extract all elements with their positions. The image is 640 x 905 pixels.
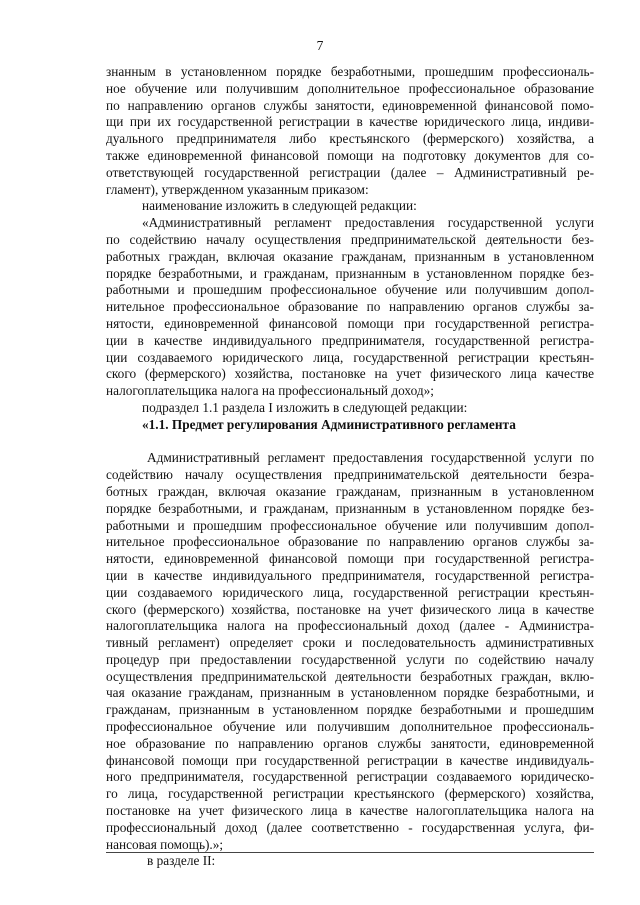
text-line: чая оказание гражданам, признанным в установленном порядке безработными, и <box>106 685 594 701</box>
text-line: тивный регламент) определяет сроки и последовательность административных <box>106 635 594 651</box>
text-line: дуального предпринимателя либо крестьянского (фермерского) хозяйства, а <box>106 131 594 147</box>
instruction-section-two: в разделе II: <box>147 853 216 869</box>
text-line: ное обучение или получившим дополнительное профессиональное образование <box>106 80 594 96</box>
text-line: ского (фермерского) хозяйства, постановке на учет физического лица качестве <box>106 366 594 382</box>
text-line: работных граждан, включая оказание гражданам, признанным в установленном <box>106 248 594 264</box>
text-line: знанным в установленном порядке безработными, прошедшим профессиональ- <box>106 64 594 79</box>
paragraph-continuation <box>106 64 594 198</box>
text-line: финансовой помощи при государственной регистрации в качестве индивидуаль- <box>106 752 594 768</box>
section-heading: «1.1. Предмет регулирования Административного регламента <box>142 416 516 432</box>
text-line: гражданам, признанным в установленном порядке безработными и прошедшим <box>106 702 594 718</box>
text-line: профессиональный доход (далее соответственно - государственная услуга, фи- <box>106 819 594 835</box>
text-line: ответствующей государственной регистрации (далее – Административный ре- <box>106 164 594 180</box>
text-line: ции создаваемого юридического лица, государственной регистрации крестьян- <box>106 349 594 365</box>
text-line: ского (фермерского) хозяйства, постановке на учет физического лица в качестве <box>106 601 594 617</box>
text-line: по содействию началу осуществления предпринимательской деятельности без- <box>106 231 594 247</box>
page-number: 7 <box>316 38 324 53</box>
text-line: налогоплательщика налога на профессиональный доход»; <box>106 383 434 399</box>
text-line: работными и прошедшим профессиональное обучение или получившим допол- <box>106 517 594 533</box>
text-line: ное образование по направлению органов службы занятости, единовременной <box>106 735 594 751</box>
blank-line <box>106 434 594 451</box>
paragraph-subject <box>106 450 594 853</box>
text-line: нятости, единовременной финансовой помощи при государственной регистра- <box>106 551 594 567</box>
text-line: нятости, единовременной финансовой помощи при государственной регистра- <box>106 315 594 331</box>
text-line: ного предпринимателя, государственной регистрации создаваемого юридическо- <box>106 769 594 785</box>
text-line: постановке на учет физического лица в качестве налогоплательщика налога на <box>106 803 594 819</box>
text-line: го лица, государственной регистрации крестьянского (фермерского) хозяйства, <box>106 786 594 802</box>
instruction-subsection-change: подраздел 1.1 раздела I изложить в следующей редакции: <box>142 399 468 415</box>
paragraph-new-title <box>106 215 594 400</box>
document-body <box>106 64 594 870</box>
text-line: нансовая помощь).»; <box>106 837 594 854</box>
text-line: ботных граждан, включая оказание гражданам, признанным в установленном <box>106 483 594 499</box>
text-line: порядке безработными, и гражданам, признанным в установленном порядке без- <box>106 265 594 281</box>
text-line: также единовременной финансовой помощи на подготовку документов для со- <box>106 147 594 163</box>
text-line: гламент), утвержденном указанным приказом: <box>106 181 369 197</box>
text-line: ции в качестве индивидуального предпринимателя, государственной регистра- <box>106 567 594 583</box>
instruction-title-change: наименование изложить в следующей редакции: <box>142 198 417 214</box>
text-line: щи при их государственной регистрации в качестве юридического лица, индиви- <box>106 114 594 130</box>
text-line: порядке безработными, и гражданам, признанным в установленном порядке без- <box>106 500 594 516</box>
text-line: работными и прошедшим профессиональное обучение или получившим допол- <box>106 282 594 298</box>
text-line: содействию началу осуществления предпринимательской деятельности безра- <box>106 467 594 483</box>
text-line: «Административный регламент предоставления государственной услуги <box>142 215 594 231</box>
text-line: профессиональное обучение или получившим дополнительное профессиональ- <box>106 719 594 735</box>
text-line: процедур при предоставлении государственной услуги по содействию началу <box>106 651 594 667</box>
text-line: ции создаваемого юридического лица, государственной регистрации крестьян- <box>106 584 594 600</box>
text-line: ции в качестве индивидуального предпринимателя, государственной регистра- <box>106 332 594 348</box>
text-line: осуществления предпринимательской деятельности безработных граждан, вклю- <box>106 668 594 684</box>
text-line: нительное профессиональное образование по направлению органов службы за- <box>106 299 594 315</box>
text-line: налогоплательщика налога на профессиональный доход (далее - Администра- <box>106 618 594 634</box>
text-line: по направлению органов службы занятости, единовременной финансовой помо- <box>106 97 594 113</box>
text-line: Административный регламент предоставления государственной услуги по <box>147 450 594 466</box>
text-line: нительное профессиональное образование по направлению органов службы за- <box>106 534 594 550</box>
